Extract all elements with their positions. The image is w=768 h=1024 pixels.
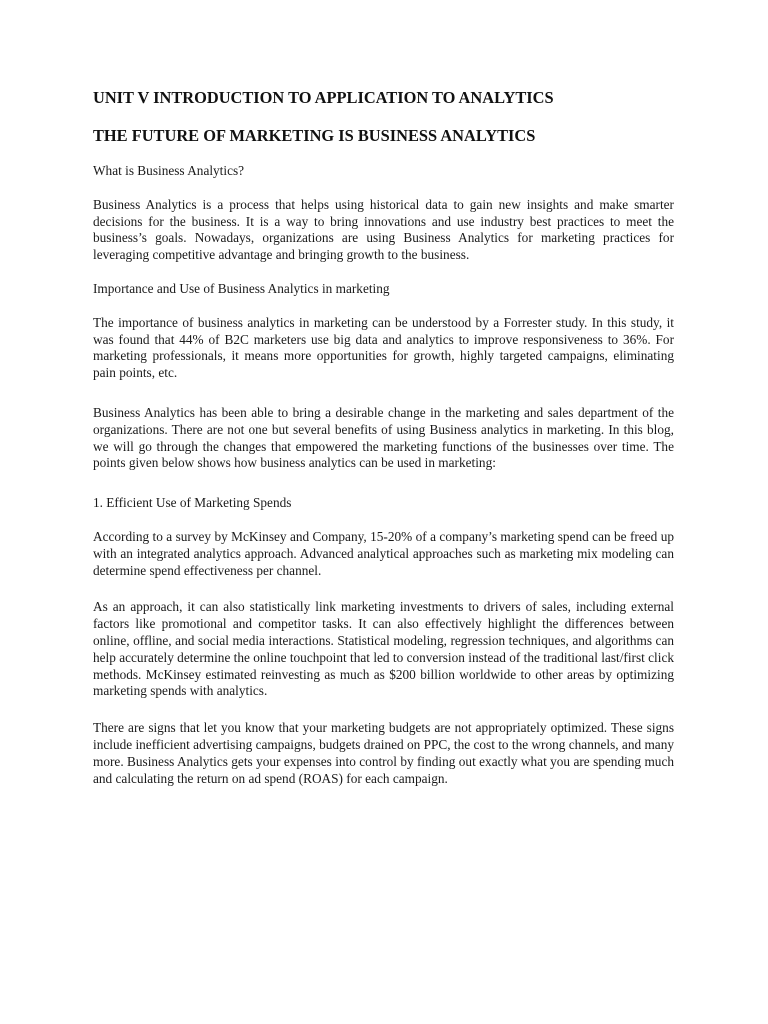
document-page <box>93 88 674 787</box>
approach-paragraph: As an approach, it can also statistically link marketing investments to drivers of sales, including external factors like promotional and competitor tasks. It can also effectively highlight the differences between online, offline, and social media interactions. Statistical modeling, regression techniques, and algorithms can help accurately determine the online touchpoint that led to conversion instead of the traditional last/first click methods. McKinsey estimated reinvesting as much as $200 billion worldwide to other areas by optimizing marketing spends with analytics. <box>93 599 674 699</box>
survey-paragraph: According to a survey by McKinsey and Company, 15-20% of a company’s marketing spend can be freed up with an integrated analytics approach. Advanced analytical approaches such as marketing mix modeling can determine spend effectiveness per channel. <box>93 528 674 578</box>
section1-heading: 1. Efficient Use of Marketing Spends <box>93 495 292 511</box>
definition-paragraph: Business Analytics is a process that helps using historical data to gain new insights and make smarter decisions for the business. It is a way to bring innovations and use industry best practices to meet the business’s goals. Nowadays, organizations are using Business Analytics for marketing practices for leveraging competitive advantage and bringing growth to the business. <box>93 196 674 263</box>
change-paragraph: Business Analytics has been able to bring a desirable change in the marketing and sales department of the organizations. There are not one but several benefits of using Business analytics in marketing. In this blog, we will go through the changes that empowered the marketing functions of the businesses over time. The points given below shows how business analytics can be used in marketing: <box>93 404 674 471</box>
importance-paragraph: The importance of business analytics in marketing can be understood by a Forrester study. In this study, it was found that 44% of B2C marketers use big data and analytics to improve responsiveness to 36%. For marketing professionals, it means more opportunities for growth, highly targeted campaigns, eliminating pain points, etc. <box>93 314 674 381</box>
document-subtitle: THE FUTURE OF MARKETING IS BUSINESS ANALYTICS <box>93 126 536 145</box>
importance-heading: Importance and Use of Business Analytics in marketing <box>93 280 390 296</box>
signs-paragraph: There are signs that let you know that your marketing budgets are not appropriately optimized. These signs include inefficient advertising campaigns, budgets drained on PPC, the cost to the wrong channels, and many more. Business Analytics gets your expenses into control by finding out exactly what you are spending much and calculating the return on ad spend (ROAS) for each campaign. <box>93 720 674 786</box>
document-title: UNIT V INTRODUCTION TO APPLICATION TO ANALYTICS <box>93 88 554 107</box>
question-heading: What is Business Analytics? <box>93 163 245 178</box>
